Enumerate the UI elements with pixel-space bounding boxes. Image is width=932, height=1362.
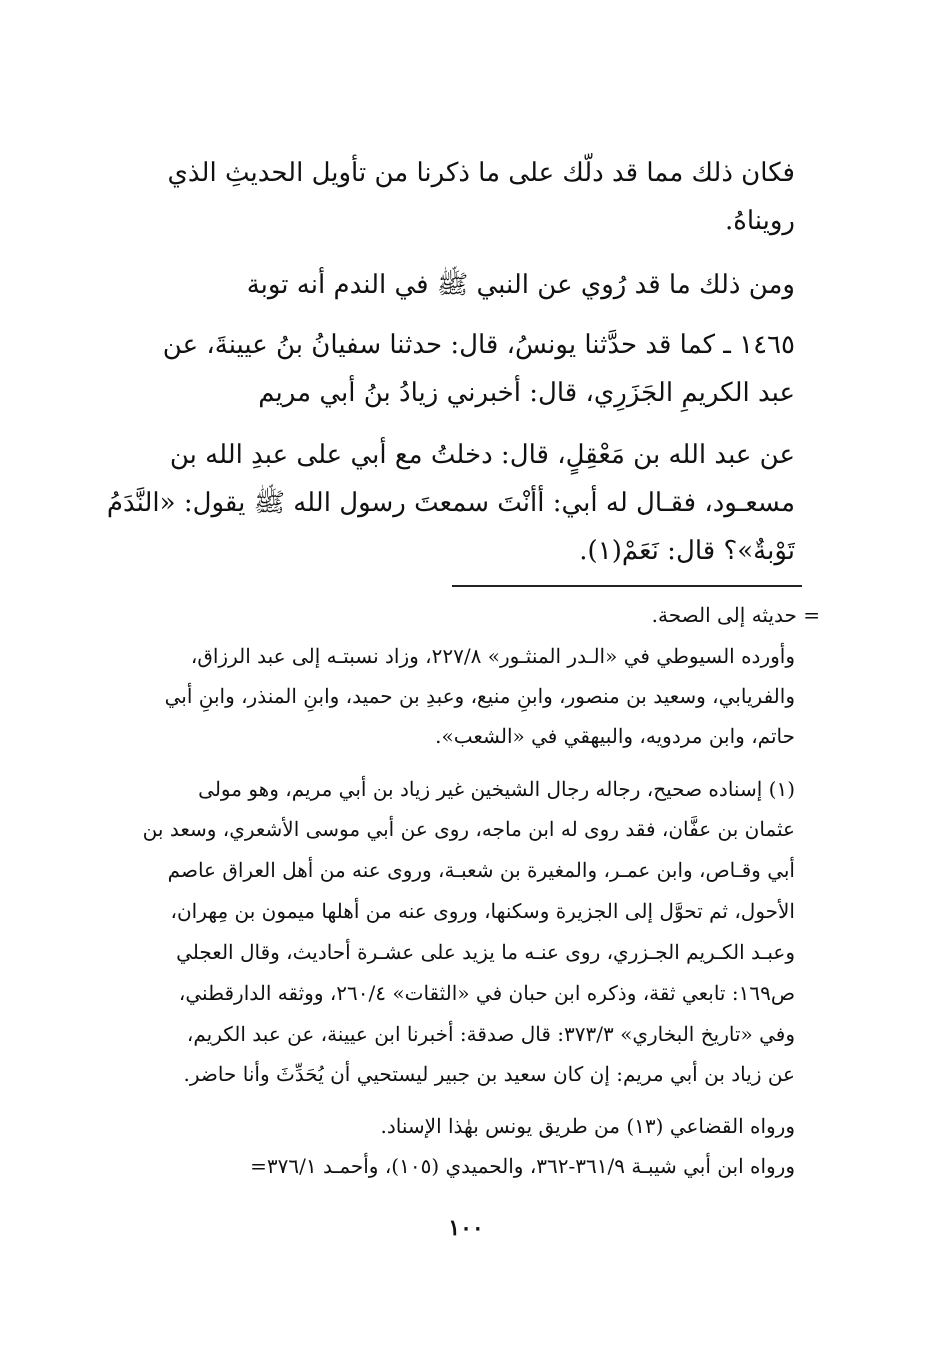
main-line-4: ١٤٦٥ ـ كما قد حدَّثنا يونسُ، قال: حدثنا سفيانُ بنُ عيينةَ، عن — [162, 330, 795, 360]
main-line-8: تَوْبةٌ»؟ قال: نَعَمْ(١). — [579, 536, 795, 566]
footnote-line-11: وفي «تاريخ البخاري» ٣٧٣/٣: قال صدقة: أخبرنا ابن عيينة، عن عبد الكريم، — [186, 1022, 795, 1046]
footnote-line-10: ص١٦٩: تابعي ثقة، وذكره ابن حبان في «الثقات» ٢٦٠/٤، ووثقه الدارقطني، — [178, 981, 795, 1005]
footnote-line-7: أبي وقـاص، وابن عمـر، والمغيرة بن شعبـة، وروى عنه من أهل العراق عاصم — [167, 858, 795, 882]
main-line-2: رويناهُ. — [724, 206, 795, 236]
footnote-line-8: الأحول، ثم تحوَّل إلى الجزيرة وسكنها، وروى عنه من أهلها ميمون بن مِهران، — [170, 899, 795, 923]
footnote-line-14: ورواه ابن أبي شيبـة ٣٦١/٩-٣٦٢، والحميدي (١٠٥)، وأحمـد ٣٧٦/١= — [250, 1154, 795, 1178]
footnote-line-13: ورواه القضاعي (١٣) من طريق يونس بهٰذا الإسناد. — [380, 1114, 795, 1138]
footnote-separator — [452, 585, 802, 587]
footnote-line-1: = حديثه إلى الصحة. — [651, 603, 820, 627]
footnote-line-4: حاتم، وابن مردويه، والبيهقي في «الشعب». — [435, 724, 795, 748]
main-line-3: ومن ذلك ما قد رُوي عن النبي ﷺ في الندم أنه توبة — [246, 270, 795, 300]
main-line-7: مسعـود، فقـال له أبي: أأنْتَ سمعتَ رسول الله ﷺ يقول: «النَّدَمُ — [106, 488, 795, 518]
main-line-5: عبد الكريمِ الجَزَرِي، قال: أخبرني زيادُ بنُ أبي مريم — [258, 378, 795, 408]
footnote-line-12: عن زياد بن أبي مريم: إن كان سعيد بن جبير ليستحيي أن يُحَدِّثَ وأنا حاضر. — [183, 1062, 795, 1086]
footnote-line-5: (١) إسناده صحيح، رجاله رجال الشيخين غير زياد بن أبي مريم، وهو مولى — [198, 777, 795, 801]
footnote-line-3: والفريابي، وسعيد بن منصور، وابنِ منيع، وعبدِ بن حميد، وابنِ المنذر، وابنِ أبي — [164, 684, 795, 708]
page-number: ١٠٠ — [448, 1215, 484, 1241]
footnote-line-6: عثمان بن عفَّان، فقد روى له ابن ماجه، روى عن أبي موسى الأشعري، وسعد بن — [142, 817, 795, 841]
footnote-line-2: وأورده السيوطي في «الـدر المنثـور» ٢٢٧/٨، وزاد نسبتـه إلى عبد الرزاق، — [190, 644, 795, 668]
footnote-line-9: وعبـد الكـريم الجـزري، روى عنـه ما يزيد على عشـرة أحاديث، وقال العجلي — [176, 940, 795, 964]
main-line-1: فكان ذلك مما قد دلَّك على ما ذكرنا من تأويل الحديثِ الذي — [167, 158, 795, 188]
main-line-6: عن عبد الله بن مَعْقِلٍ، قال: دخلتُ مع أبي على عبدِ الله بن — [169, 440, 795, 470]
